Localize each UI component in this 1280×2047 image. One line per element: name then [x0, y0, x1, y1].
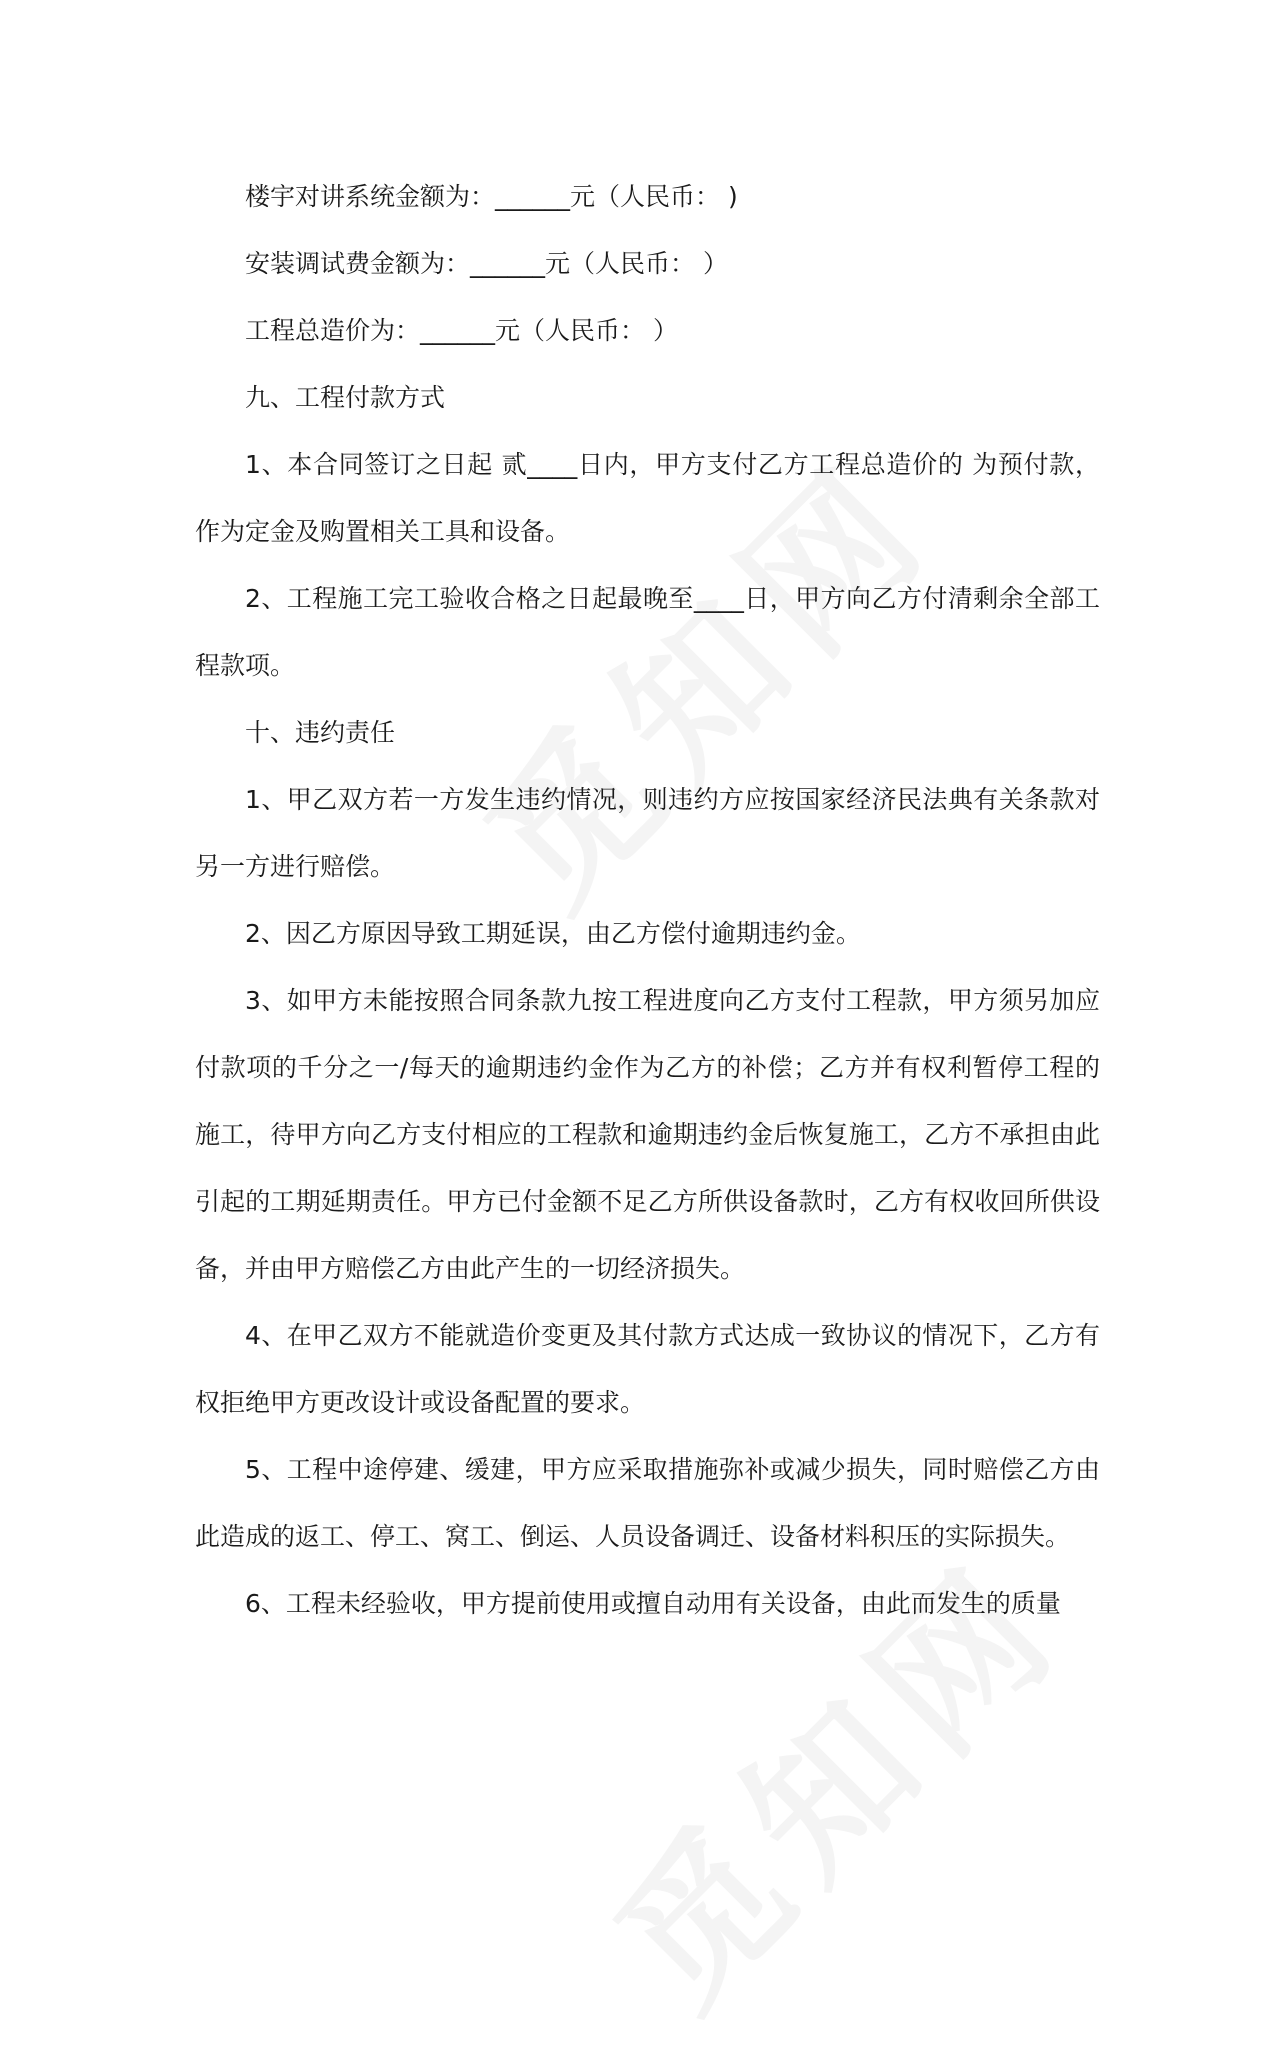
paragraph-liability-5: 5、工程中途停建、缓建，甲方应采取措施弥补或减少损失，同时赔偿乙方由此造成的返工、停工、窝工、倒运、人员设备调迁、设备材料积压的实际损失。: [195, 1455, 1100, 1551]
paragraph-liability-6: 6、工程未经验收，甲方提前使用或擅自动用有关设备，由此而发生的质量: [245, 1589, 1061, 1618]
paragraph-liability-4: 4、在甲乙双方不能就造价变更及其付款方式达成一致协议的情况下，乙方有权拒绝甲方更改设计或设备配置的要求。: [195, 1321, 1100, 1417]
section-heading-liability: 十、违约责任: [245, 718, 396, 747]
paragraph-liability-1: 1、甲乙双方若一方发生违约情况，则违约方应按国家经济民法典有关条款对另一方进行赔偿。: [195, 785, 1100, 881]
paragraph-install-fee: 安装调试费金额为：______元（人民币： ）: [245, 249, 728, 278]
paragraph-intercom-amount: 楼宇对讲系统金额为：______元（人民币： ): [245, 182, 738, 211]
paragraph-liability-3: 3、如甲方未能按照合同条款九按工程进度向乙方支付工程款，甲方须另加应付款项的千分之一/每天的逾期违约金作为乙方的补偿；乙方并有权利暂停工程的施工，待甲方向乙方支付相应的工程款和逾期违约金后恢复施工，乙方不承担由此引起的工期延期责任。甲方已付金额不足乙方所供设备款时，乙方有权收回所供设备，并由甲方赔偿乙方由此产生的一切经济损失。: [195, 986, 1100, 1283]
paragraph-payment-1: 1、本合同签订之日起 贰____日内，甲方支付乙方工程总造价的 为预付款，作为定金及购置相关工具和设备。: [195, 450, 1100, 546]
paragraph-total-cost: 工程总造价为：______元（人民币： ）: [245, 316, 678, 345]
section-heading-payment: 九、工程付款方式: [245, 383, 446, 412]
paragraph-liability-2: 2、因乙方原因导致工期延误，由乙方偿付逾期违约金。: [245, 919, 861, 948]
paragraph-payment-2: 2、工程施工完工验收合格之日起最晚至____日，甲方向乙方付清剩余全部工程款项。: [195, 584, 1100, 680]
document-body: [195, 163, 1100, 1637]
